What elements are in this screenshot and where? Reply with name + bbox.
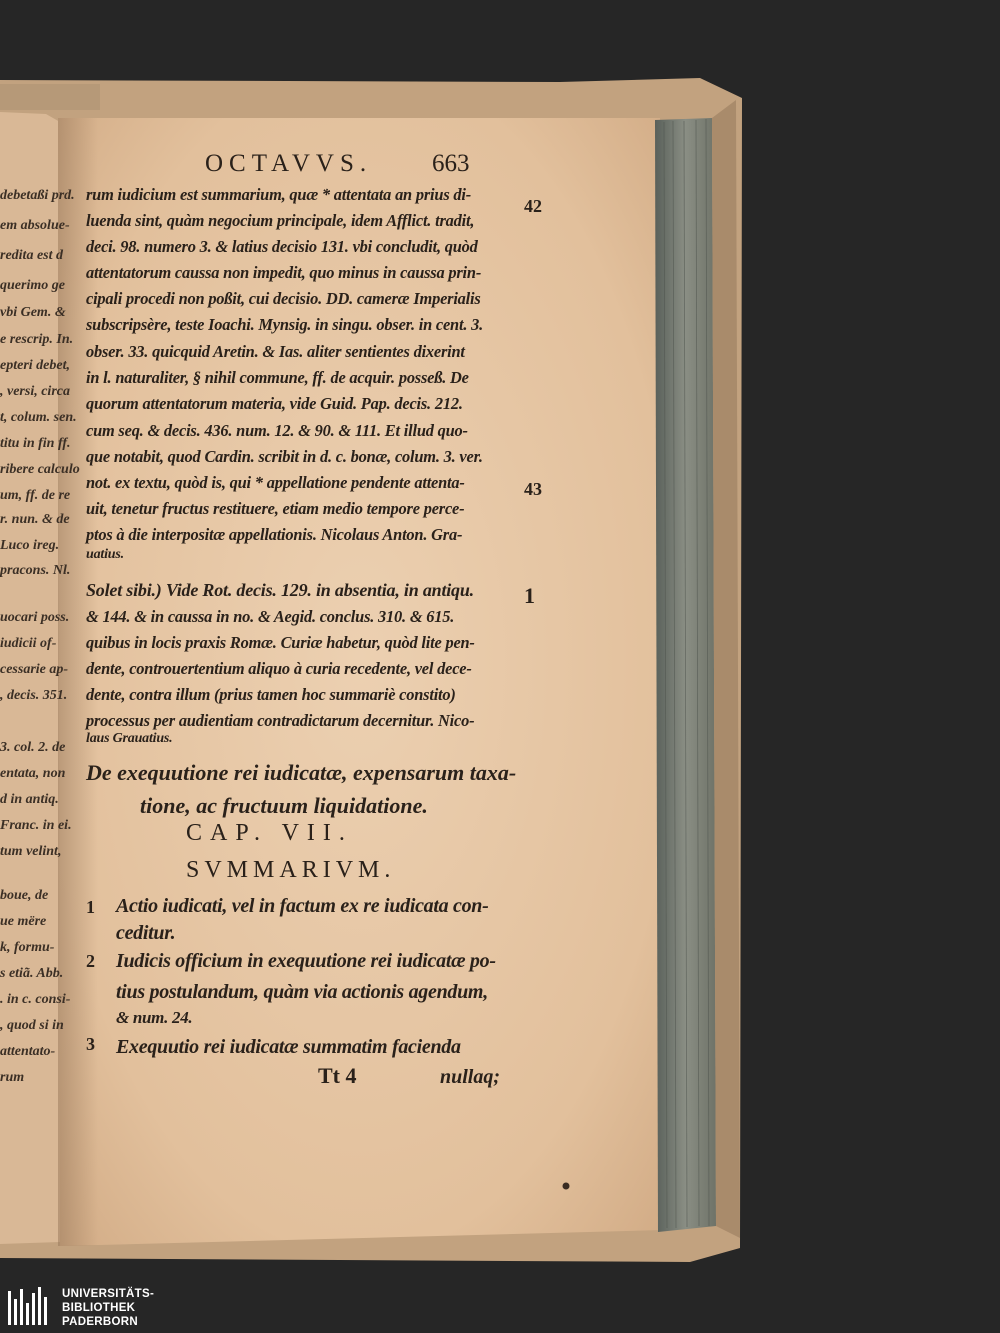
- summary-item-line: ceditur.: [116, 922, 176, 944]
- body-line: deci. 98. numero 3. & latius decisio 131. vbi concludit, quòd: [86, 237, 478, 256]
- left-fragment: , quod si in: [0, 1018, 64, 1033]
- summary-item-number: 3: [86, 1034, 95, 1054]
- left-fragment: ribere calculo: [0, 462, 80, 477]
- left-fragment: . in c. consi-: [0, 992, 71, 1007]
- body-line: in l. naturaliter, § nihil commune, ff. de acquir. posseß. De: [86, 368, 469, 387]
- solet-line: dente, controuertentium aliquo à curia recedente, vel dece-: [86, 659, 472, 678]
- left-fragment: ue mëre: [0, 914, 47, 929]
- summary-item-line: Iudicis officium in exequutione rei iudicatæ po-: [116, 950, 496, 972]
- left-fragment: titu in fin ff.: [0, 436, 71, 451]
- left-fragment: boue, de: [0, 888, 49, 903]
- left-fragment: iudicii of-: [0, 636, 57, 651]
- solet-line: dente, contra illum (prius tamen hoc summariè constito): [86, 685, 456, 704]
- library-logo-icon: [6, 1285, 56, 1331]
- summary-heading: SVMMARIVM.: [186, 857, 396, 883]
- left-fragment: vbi Gem. &: [0, 305, 66, 320]
- left-fragment: , decis. 351.: [0, 688, 68, 703]
- solet-line: quibus in locis praxis Romæ. Curiæ habetur, quòd lite pen-: [86, 633, 475, 652]
- left-fragment: entata, non: [0, 766, 66, 781]
- solet-line: laus Grauatius.: [86, 731, 173, 746]
- chapter-label: CAP. VII.: [186, 820, 353, 846]
- left-fragment: e rescrip. In.: [0, 332, 74, 347]
- library-footer: [0, 1283, 1000, 1333]
- solet-line: processus per audientiam contradictarum decernitur. Nico-: [86, 711, 475, 730]
- left-fragment: k, formu-: [0, 940, 55, 955]
- left-fragment: d in antiq.: [0, 792, 59, 807]
- left-fragment: tum velint,: [0, 844, 62, 859]
- marginal-number: 43: [524, 479, 542, 499]
- left-fragment: attentato-: [0, 1044, 56, 1059]
- left-fragment: querimo ge: [0, 278, 65, 293]
- solet-line: & 144. & in caussa in no. & Aegid. conclus. 310. & 615.: [86, 607, 455, 626]
- left-fragment: t, colum. sen.: [0, 410, 77, 425]
- summary-item-line: Exequutio rei iudicatæ summatim facienda: [116, 1036, 461, 1058]
- left-fragment: Luco ireg.: [0, 538, 60, 553]
- body-line: ptos à die interpositæ appellationis. Nicolaus Anton. Gra-: [86, 525, 463, 544]
- marginal-number: 1: [524, 583, 535, 608]
- summary-item-number: 2: [86, 951, 95, 971]
- left-fragment: 3. col. 2. de: [0, 740, 66, 755]
- ink-blot: [563, 1183, 570, 1190]
- left-fragment: cessarie ap-: [0, 662, 69, 677]
- page-number: 663: [432, 150, 470, 177]
- body-line: que notabit, quod Cardin. scribit in d. c. bonæ, colum. 3. ver.: [86, 447, 483, 466]
- library-name-line: UNIVERSITÄTS-: [62, 1288, 155, 1300]
- body-line: subscripsère, teste Ioachi. Mynsig. in singu. obser. in cent. 3.: [86, 315, 484, 334]
- summary-item-line: tius postulandum, quàm via actionis agendum,: [116, 981, 488, 1003]
- library-name: [62, 1287, 154, 1329]
- left-fragment: rum: [0, 1070, 25, 1085]
- summary-item-line: Actio iudicati, vel in factum ex re iudicata con-: [116, 895, 489, 917]
- body-line: cum seq. & decis. 436. num. 12. & 90. & 111. Et illud quo-: [86, 421, 468, 440]
- left-fragment: um, ff. de re: [0, 488, 71, 503]
- left-fragment: Franc. in ei.: [0, 818, 72, 833]
- body-line: not. ex textu, quòd is, qui * appellatione pendente attenta-: [86, 473, 465, 492]
- right-page: [58, 118, 662, 1246]
- body-line: luenda sint, quàm negocium principale, idem Afflict. tradit,: [86, 211, 475, 230]
- body-line: uit, tenetur fructus restituere, etiam medio tempore perce-: [86, 499, 465, 518]
- left-fragment: debetaßi prd.: [0, 188, 75, 203]
- library-name-line: BIBLIOTHEK: [62, 1302, 136, 1314]
- left-fragment: redita est d: [0, 248, 63, 263]
- section-title: tione, ac fructuum liquidatione.: [140, 793, 428, 818]
- left-fragment: pracons. Nl.: [0, 563, 71, 578]
- left-fragment: r. nun. & de: [0, 512, 70, 527]
- body-line: attentatorum caussa non impedit, quo minus in caussa prin-: [86, 263, 482, 282]
- body-line: obser. 33. quicquid Aretin. & Ias. aliter sentientes dixerint: [86, 342, 465, 361]
- library-name-line: PADERBORN: [62, 1316, 138, 1328]
- body-line: uatius.: [86, 547, 124, 562]
- marginal-number: 42: [524, 196, 542, 216]
- section-title: De exequutione rei iudicatæ, expensarum taxa-: [86, 760, 517, 785]
- body-line: rum iudicium est summarium, quæ * attentata an prius di-: [86, 185, 472, 204]
- solet-line: Solet sibi.) Vide Rot. decis. 129. in absentia, in antiqu.: [86, 580, 474, 600]
- catchword: nullaq;: [440, 1066, 501, 1088]
- body-line: cipali procedi non poßit, cui decisio. DD. cameræ Imperialis: [86, 289, 481, 308]
- summary-item-line: & num. 24.: [116, 1008, 193, 1027]
- left-fragment: em absolue-: [0, 218, 70, 233]
- left-fragment: uocari poss.: [0, 610, 70, 625]
- left-fragment: , versi, circa: [0, 384, 70, 399]
- left-page-text: [0, 0, 80, 1283]
- summary-item-number: 1: [86, 897, 95, 917]
- left-fragment: s etiã. Abb.: [0, 966, 64, 981]
- body-line: quorum attentatorum materia, vide Guid. Pap. decis. 212.: [86, 394, 463, 413]
- running-header: OCTAVVS.: [205, 150, 373, 177]
- left-fragment: epteri debet,: [0, 358, 70, 373]
- signature-mark: Tt 4: [318, 1063, 357, 1088]
